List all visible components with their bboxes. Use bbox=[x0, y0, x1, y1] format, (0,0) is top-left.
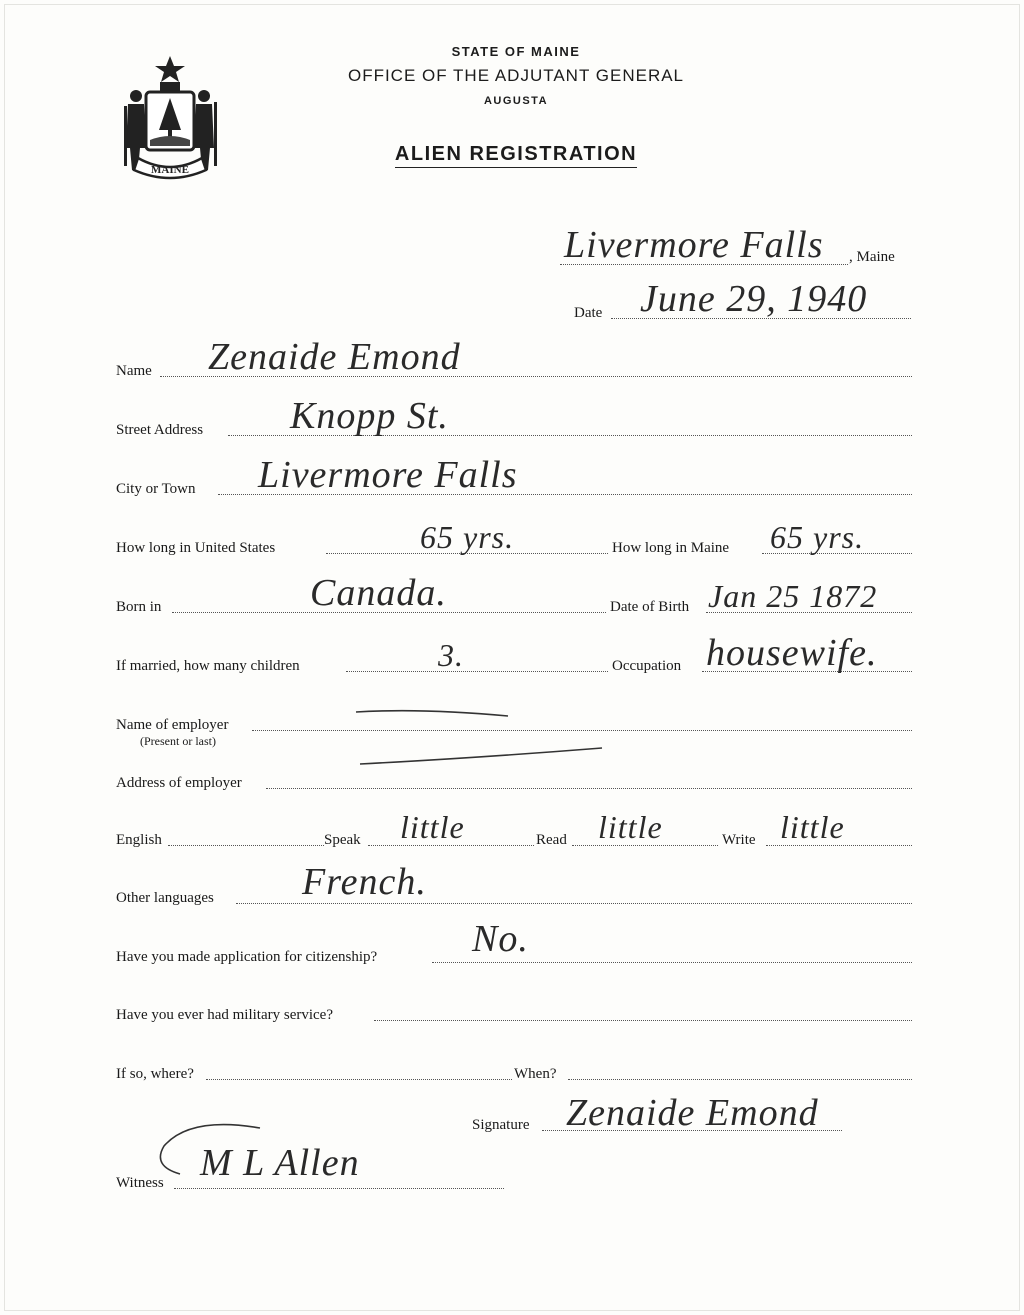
write-line bbox=[766, 845, 912, 846]
where-label: If so, where? bbox=[116, 1066, 194, 1082]
english-line bbox=[168, 845, 324, 846]
office-heading: OFFICE OF THE ADJUTANT GENERAL bbox=[347, 66, 685, 85]
employer-address-line bbox=[266, 788, 912, 789]
date-handwriting: June 29, 1940 bbox=[640, 278, 868, 320]
born-in-label: Born in bbox=[116, 599, 162, 615]
children-handwriting: 3. bbox=[438, 637, 464, 673]
employer-dash-stroke bbox=[352, 702, 512, 722]
read-line bbox=[572, 845, 718, 846]
occupation-label: Occupation bbox=[612, 658, 682, 674]
occupation-handwriting: housewife. bbox=[706, 632, 878, 674]
employer-name-note: (Present or last) bbox=[140, 734, 216, 748]
city-handwriting: Livermore Falls bbox=[258, 454, 518, 496]
children-label: If married, how many children bbox=[116, 658, 300, 674]
citizenship-label: Have you made application for citizenship? bbox=[116, 949, 378, 965]
when-label: When? bbox=[514, 1066, 557, 1082]
maine-years-handwriting: 65 yrs. bbox=[770, 519, 865, 555]
employer-name-label: Name of employer bbox=[116, 717, 229, 733]
born-in-handwriting: Canada. bbox=[310, 572, 447, 614]
birth-date-label: Date of Birth bbox=[610, 599, 690, 615]
employer-address-dash-stroke bbox=[356, 742, 606, 770]
other-languages-line bbox=[236, 903, 912, 904]
citizenship-line bbox=[432, 962, 912, 963]
employer-address-label: Address of employer bbox=[116, 775, 242, 791]
state-heading: STATE OF MAINE bbox=[451, 44, 581, 59]
street-handwriting: Knopp St. bbox=[290, 395, 449, 437]
signature-label: Signature bbox=[472, 1117, 530, 1133]
form-title: ALIEN REGISTRATION bbox=[4, 143, 1024, 166]
maine-years-label: How long in Maine bbox=[612, 540, 730, 556]
write-label: Write bbox=[722, 832, 756, 848]
write-handwriting: little bbox=[780, 809, 845, 845]
witness-handwriting: M L Allen bbox=[200, 1142, 360, 1184]
military-label: Have you ever had military service? bbox=[116, 1007, 333, 1023]
witness-label: Witness bbox=[116, 1175, 164, 1191]
us-years-handwriting: 65 yrs. bbox=[420, 519, 515, 555]
citizenship-handwriting: No. bbox=[472, 918, 529, 960]
name-label: Name bbox=[116, 363, 152, 379]
location-suffix: , Maine bbox=[849, 249, 895, 265]
english-label: English bbox=[116, 832, 162, 848]
date-label: Date bbox=[574, 305, 603, 321]
read-handwriting: little bbox=[598, 809, 663, 845]
speak-line bbox=[368, 845, 534, 846]
speak-handwriting: little bbox=[400, 809, 465, 845]
street-label: Street Address bbox=[116, 422, 204, 438]
military-line bbox=[374, 1020, 912, 1021]
speak-label: Speak bbox=[324, 832, 361, 848]
location-handwriting: Livermore Falls bbox=[564, 224, 824, 266]
birth-date-handwriting: Jan 25 1872 bbox=[708, 578, 878, 614]
when-line bbox=[568, 1079, 912, 1080]
where-line bbox=[206, 1079, 512, 1080]
city-label: City or Town bbox=[116, 481, 196, 497]
children-line bbox=[346, 671, 608, 672]
employer-name-line bbox=[252, 730, 912, 731]
svg-text:MAINE: MAINE bbox=[151, 164, 189, 176]
witness-line bbox=[174, 1188, 504, 1189]
other-languages-label: Other languages bbox=[116, 890, 214, 906]
name-handwriting: Zenaide Emond bbox=[208, 336, 461, 378]
city-heading: AUGUSTA bbox=[483, 95, 549, 107]
other-languages-handwriting: French. bbox=[302, 861, 427, 903]
signature-handwriting: Zenaide Emond bbox=[566, 1092, 819, 1134]
us-years-label: How long in United States bbox=[116, 540, 276, 556]
read-label: Read bbox=[536, 832, 567, 848]
